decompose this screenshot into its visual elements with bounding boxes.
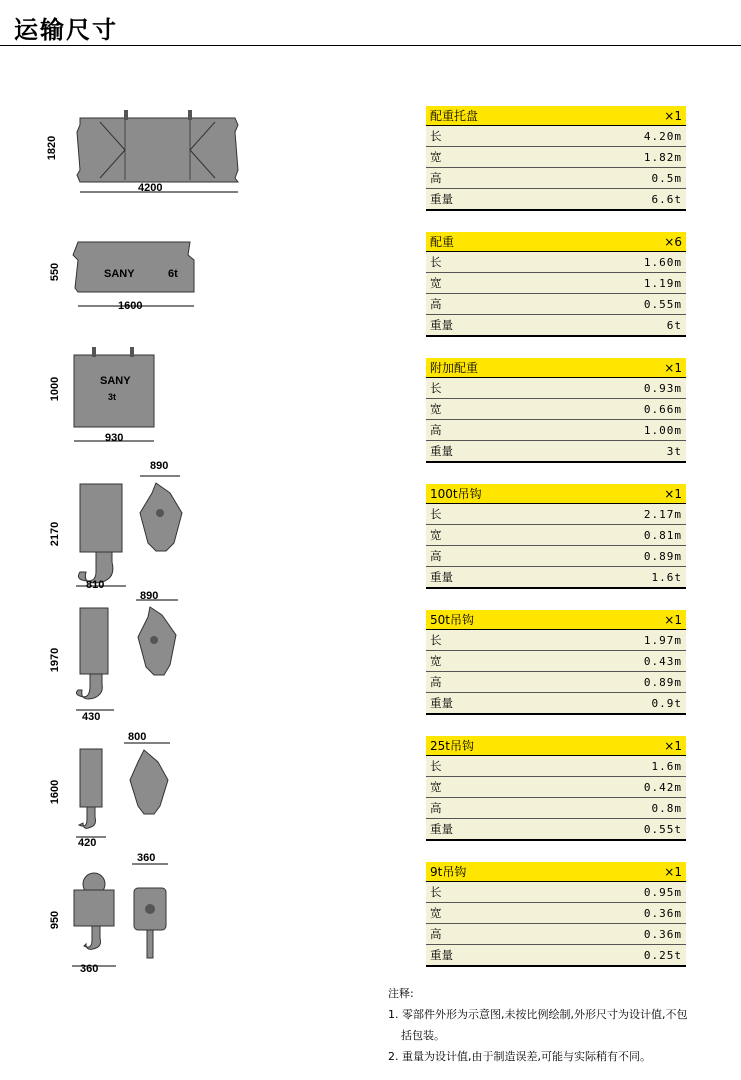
- spec-value: 0.66m: [643, 402, 682, 416]
- spec-row: [426, 651, 686, 672]
- additional-counterweight-brand: SANY: [100, 375, 131, 387]
- spec-value: 0.89m: [643, 549, 682, 563]
- title-divider: [0, 45, 741, 46]
- spec-item-name: 100t吊钩: [430, 487, 482, 501]
- spec-value: 0.25t: [643, 948, 682, 962]
- spec-value: 0.43m: [643, 654, 682, 668]
- spec-row: [426, 378, 686, 399]
- spec-label: 重量: [430, 696, 453, 710]
- spec-item-name: 25t吊钩: [430, 739, 474, 753]
- spec-row: [426, 945, 686, 967]
- spec-label: 长: [430, 759, 442, 773]
- hook-9t-drawing: [70, 868, 190, 968]
- spec-row: [426, 756, 686, 777]
- spec-table-0: [426, 106, 686, 211]
- spec-label: 宽: [430, 780, 442, 794]
- additional-counterweight-width-dim: 930: [105, 432, 124, 444]
- spec-header: [426, 232, 686, 252]
- spec-value: 1.82m: [643, 150, 682, 164]
- spec-label: 宽: [430, 528, 442, 542]
- spec-label: 重量: [430, 444, 453, 458]
- additional-counterweight-height-dim: 1000: [49, 376, 62, 402]
- spec-item-name: 50t吊钩: [430, 613, 474, 627]
- spec-label: 重量: [430, 192, 453, 206]
- spec-row: [426, 189, 686, 211]
- notes-heading: 注释:: [388, 987, 414, 1000]
- spec-label: 宽: [430, 276, 442, 290]
- spec-table-4: [426, 610, 686, 715]
- spec-value: 1.97m: [643, 633, 682, 647]
- spec-table-5: [426, 736, 686, 841]
- pallet-width-dim: 4200: [138, 182, 163, 194]
- spec-item-qty: ×1: [664, 360, 682, 375]
- spec-value: 0.55t: [643, 822, 682, 836]
- spec-label: 宽: [430, 402, 442, 416]
- spec-value: 0.42m: [643, 780, 682, 794]
- spec-table-2: [426, 358, 686, 463]
- spec-row: [426, 693, 686, 715]
- hook-25t-drawing: [70, 745, 190, 845]
- spec-row: [426, 525, 686, 546]
- spec-item-qty: ×6: [664, 234, 682, 249]
- spec-row: [426, 441, 686, 463]
- spec-value: 0.89m: [643, 675, 682, 689]
- spec-header: [426, 736, 686, 756]
- note-1-continued: 括包装。: [401, 1029, 445, 1042]
- spec-item-name: 9t吊钩: [430, 865, 467, 879]
- spec-item-qty: ×1: [664, 612, 682, 627]
- spec-item-name: 附加配重: [430, 361, 479, 375]
- spec-header: [426, 106, 686, 126]
- spec-item-qty: ×1: [664, 738, 682, 753]
- spec-label: 高: [430, 297, 442, 311]
- spec-value: 4.20m: [643, 129, 682, 143]
- counterweight-height-dim: 550: [49, 262, 62, 282]
- hook-100t-drawing: [70, 478, 190, 593]
- pallet-height-dim: 1820: [46, 135, 59, 161]
- spec-label: 长: [430, 885, 442, 899]
- spec-label: 高: [430, 801, 442, 815]
- spec-label: 高: [430, 423, 442, 437]
- spec-value: 0.95m: [643, 885, 682, 899]
- hook-100t-side-dim: 890: [150, 460, 169, 472]
- spec-value: 6t: [666, 318, 682, 332]
- spec-label: 长: [430, 255, 442, 269]
- note-2: 2. 重量为设计值,由于制造误差,可能与实际稍有不同。: [388, 1050, 651, 1063]
- spec-value: 0.8m: [651, 801, 682, 815]
- spec-value: 0.5m: [651, 171, 682, 185]
- hook-9t-side-dim: 360: [137, 852, 156, 864]
- spec-value: 6.6t: [651, 192, 682, 206]
- spec-label: 重量: [430, 948, 453, 962]
- spec-label: 高: [430, 927, 442, 941]
- spec-item-qty: ×1: [664, 108, 682, 123]
- hook-50t-side-dim: 890: [140, 590, 159, 602]
- spec-row: [426, 399, 686, 420]
- spec-header: [426, 610, 686, 630]
- spec-value: 0.55m: [643, 297, 682, 311]
- spec-label: 高: [430, 549, 442, 563]
- spec-label: 高: [430, 171, 442, 185]
- spec-label: 重量: [430, 318, 453, 332]
- spec-label: 长: [430, 507, 442, 521]
- counterweight-width-dim: 1600: [118, 300, 143, 312]
- hook-25t-height-dim: 1600: [49, 779, 62, 805]
- spec-item-name: 配重: [430, 235, 455, 249]
- spec-label: 高: [430, 675, 442, 689]
- spec-table-3: [426, 484, 686, 589]
- spec-value: 1.6t: [651, 570, 682, 584]
- hook-9t-width-dim: 360: [80, 963, 99, 975]
- spec-value: 1.60m: [643, 255, 682, 269]
- additional-counterweight-mark: 3t: [108, 392, 117, 402]
- spec-row: [426, 420, 686, 441]
- spec-row: [426, 924, 686, 945]
- spec-row: [426, 903, 686, 924]
- spec-row: [426, 777, 686, 798]
- spec-value: 0.81m: [643, 528, 682, 542]
- hook-100t-width-dim: 810: [86, 579, 105, 591]
- spec-value: 1.6m: [651, 759, 682, 773]
- spec-value: 1.19m: [643, 276, 682, 290]
- spec-value: 2.17m: [643, 507, 682, 521]
- spec-row: [426, 168, 686, 189]
- hook-25t-width-dim: 420: [78, 837, 97, 849]
- spec-label: 宽: [430, 150, 442, 164]
- spec-label: 长: [430, 633, 442, 647]
- spec-item-qty: ×1: [664, 486, 682, 501]
- spec-value: 0.9t: [651, 696, 682, 710]
- hook-50t-height-dim: 1970: [49, 647, 62, 673]
- spec-table-1: [426, 232, 686, 337]
- spec-label: 长: [430, 381, 442, 395]
- note-1: 1. 零部件外形为示意图,未按比例绘制,外形尺寸为设计值,不包: [388, 1008, 688, 1021]
- spec-row: [426, 567, 686, 589]
- spec-item-qty: ×1: [664, 864, 682, 879]
- spec-header: [426, 862, 686, 882]
- spec-row: [426, 630, 686, 651]
- spec-item-name: 配重托盘: [430, 109, 479, 123]
- spec-row: [426, 273, 686, 294]
- spec-row: [426, 294, 686, 315]
- spec-row: [426, 504, 686, 525]
- page-title: 运输尺寸: [14, 16, 118, 44]
- spec-label: 长: [430, 129, 442, 143]
- hook-50t-drawing: [70, 602, 190, 717]
- notes-section: [388, 983, 733, 1067]
- spec-value: 3t: [666, 444, 682, 458]
- hook-50t-width-dim: 430: [82, 711, 101, 723]
- hook-25t-side-dim: 800: [128, 731, 147, 743]
- hook-100t-height-dim: 2170: [49, 521, 62, 547]
- counterweight-mark: 6t: [168, 268, 178, 280]
- spec-label: 宽: [430, 654, 442, 668]
- spec-row: [426, 798, 686, 819]
- spec-table-6: [426, 862, 686, 967]
- counterweight-brand: SANY: [104, 268, 135, 280]
- spec-header: [426, 358, 686, 378]
- spec-value: 1.00m: [643, 423, 682, 437]
- spec-label: 重量: [430, 570, 453, 584]
- spec-row: [426, 147, 686, 168]
- spec-row: [426, 882, 686, 903]
- spec-value: 0.36m: [643, 927, 682, 941]
- spec-row: [426, 252, 686, 273]
- spec-row: [426, 315, 686, 337]
- spec-row: [426, 546, 686, 567]
- spec-row: [426, 672, 686, 693]
- hook-9t-height-dim: 950: [49, 910, 62, 930]
- spec-header: [426, 484, 686, 504]
- spec-label: 宽: [430, 906, 442, 920]
- spec-row: [426, 819, 686, 841]
- spec-value: 0.93m: [643, 381, 682, 395]
- spec-label: 重量: [430, 822, 453, 836]
- spec-row: [426, 126, 686, 147]
- spec-value: 0.36m: [643, 906, 682, 920]
